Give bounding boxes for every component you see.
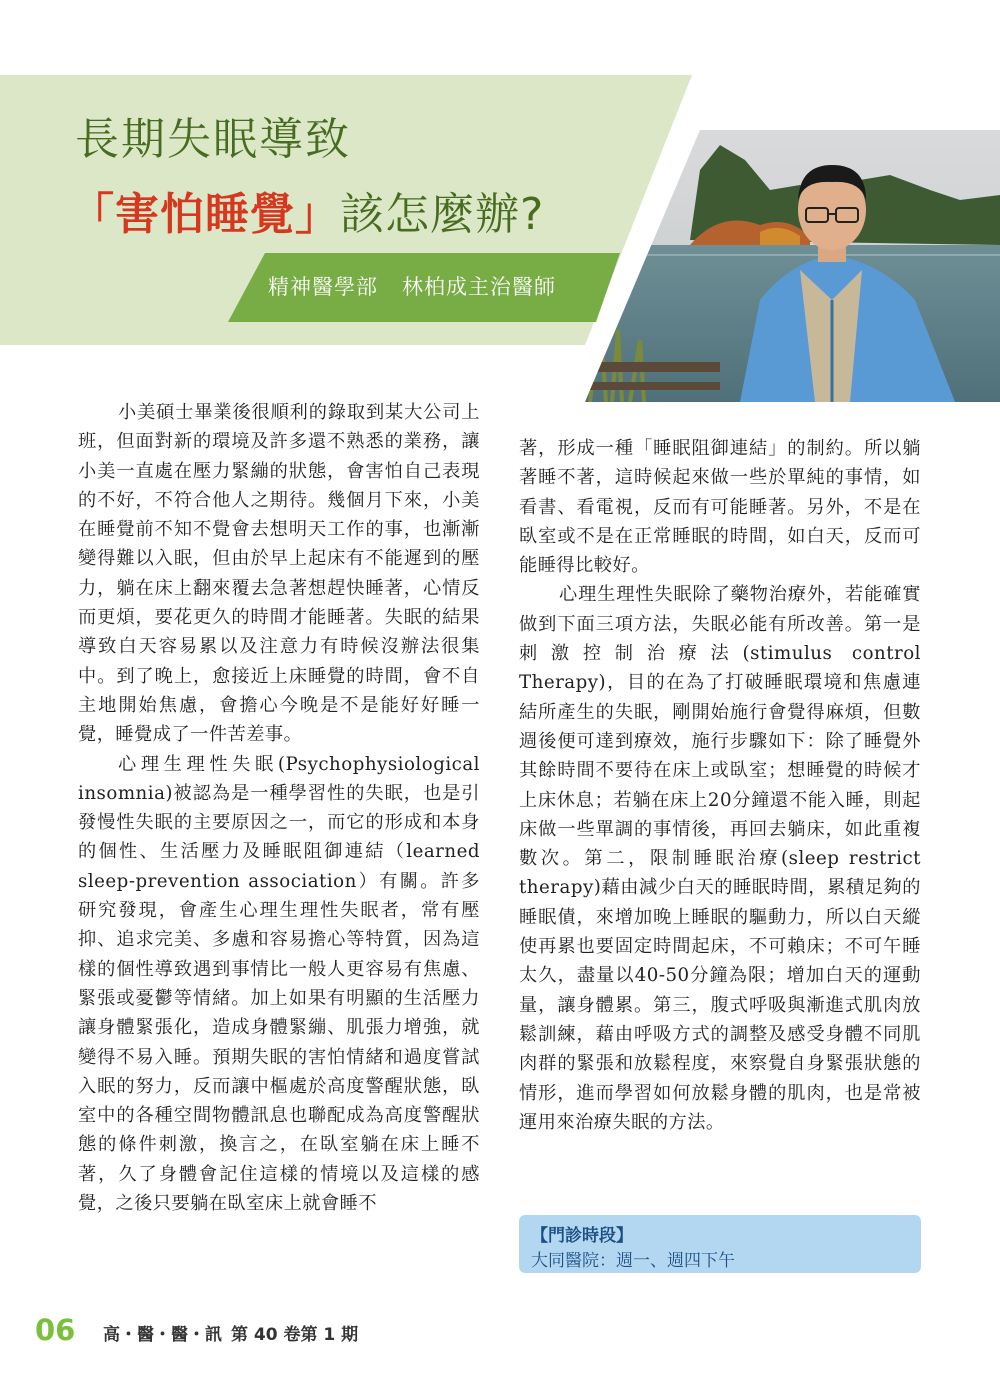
author-name: 林柏成主治醫師 [402,275,556,299]
clinic-hours-title: 【門診時段】 [531,1226,633,1246]
body-paragraph: 小美碩士畢業後很順利的錄取到某大公司上班，但面對新的環境及許多還不熟悉的業務，讓小美一直處在壓力緊繃的狀態，會害怕自己表現的不好，不符合他人之期待。幾個月下來，小美在睡覺前不知不覺會去想明天工作的事，也漸漸變得難以入眠，但由於早上起床有不能遲到的壓力，躺在床上翻來覆去急著想趕快睡著，心情反而更煩，要花更久的時間才能睡著。失眠的結果導致白天容易累以及注意力有時候沒辦法很集中。到了晚上，愈接近上床睡覺的時間，會不自主地開始焦慮，會擔心今晚是不是能好好睡一覺，睡覺成了一件苦差事。 [78,402,480,746]
body-column-left [78,398,480,1218]
body-paragraph: 心理生理性失眠(Psychophysiological insomnia)被認為是一種學習性的失眠，也是引發慢性失眠的主要原因之一，而它的形成和本身的個性、生活壓力及睡眠阻御連結（learned sleep-prevention association）有關。許多研究發現，會產生心理生理性失眠者，常有壓抑、追求完美、多慮和容易擔心等特質，因為這樣的個性導致遇到事情比一般人更容易有焦慮、緊張或憂鬱等情緒。加上如果有明顯的生活壓力讓身體緊張化，造成身體緊繃、肌張力增強，就變得不易入睡。預期失眠的害怕情緒和過度嘗試入眠的努力，反而讓中樞處於高度警醒狀態，臥室中的各種空間物體訊息也聯配成為高度警醒狀態的條件刺激，換言之，在臥室躺在床上睡不著，久了身體會記住這樣的情境以及這樣的感覺，之後只要躺在臥室床上就會睡不 [78,753,480,1215]
volume-issue: 第 40 卷第 1 期 [231,1325,359,1345]
body-paragraph: 心理生理性失眠除了藥物治療外，若能確實做到下面三項方法，失眠必能有所改善。第一是刺激控制治療法(stimulus control Therapy)，目的在為了打破睡眠環境和焦慮連結所產生的失眠，剛開始施行會覺得麻煩，但數週後便可達到療效，施行步驟如下：除了睡覺外其餘時間不要待在床上或臥室；想睡覺的時候才上床休息；若躺在床上20分鐘還不能入睡，則起床做一些單調的事情後，再回去躺床，如此重複數次。第二，限制睡眠治療(sleep restrict therapy)藉由減少白天的睡眠時間，累積足夠的睡眠債，來增加晚上睡眠的驅動力，所以白天縱使再累也要固定時間起床，不可賴床；不可午睡太久，盡量以40-50分鐘為限；增加白天的運動量，讓身體累。第三，腹式呼吸與漸進式肌肉放鬆訓練，藉由呼吸方式的調整及感受身體不同肌肉群的緊張和放鬆程度，來察覺自身緊張狀態的情形，進而學習如何放鬆身體的肌肉，也是常被運用來治療失眠的方法。 [519,584,921,1133]
clinic-hours-value: 大同醫院：週一、週四下午 [531,1251,735,1271]
body-column-right [519,434,921,1137]
author-byline [268,271,556,301]
article-title-line2 [70,178,544,242]
article-title-line1: 長期失眠導致 [75,114,351,165]
article-title-rest: 該怎麼辦? [340,189,545,240]
body-paragraph: 著，形成一種「睡眠阻御連結」的制約。所以躺著睡不著，這時候起來做一些於單純的事情，如看書、看電視，反而有可能睡著。另外，不是在臥室或不是在正常睡眠的時間，如白天，反而可能睡得比較好。 [519,438,921,577]
page-number: 06 [35,1313,76,1347]
header-banner [0,0,1000,420]
author-department: 精神醫學部 [268,275,378,299]
clinic-hours-box [519,1215,921,1273]
magazine-name: 高・醫・醫・訊 [103,1325,222,1345]
article-title-highlight: 「害怕睡覺」 [70,189,340,240]
